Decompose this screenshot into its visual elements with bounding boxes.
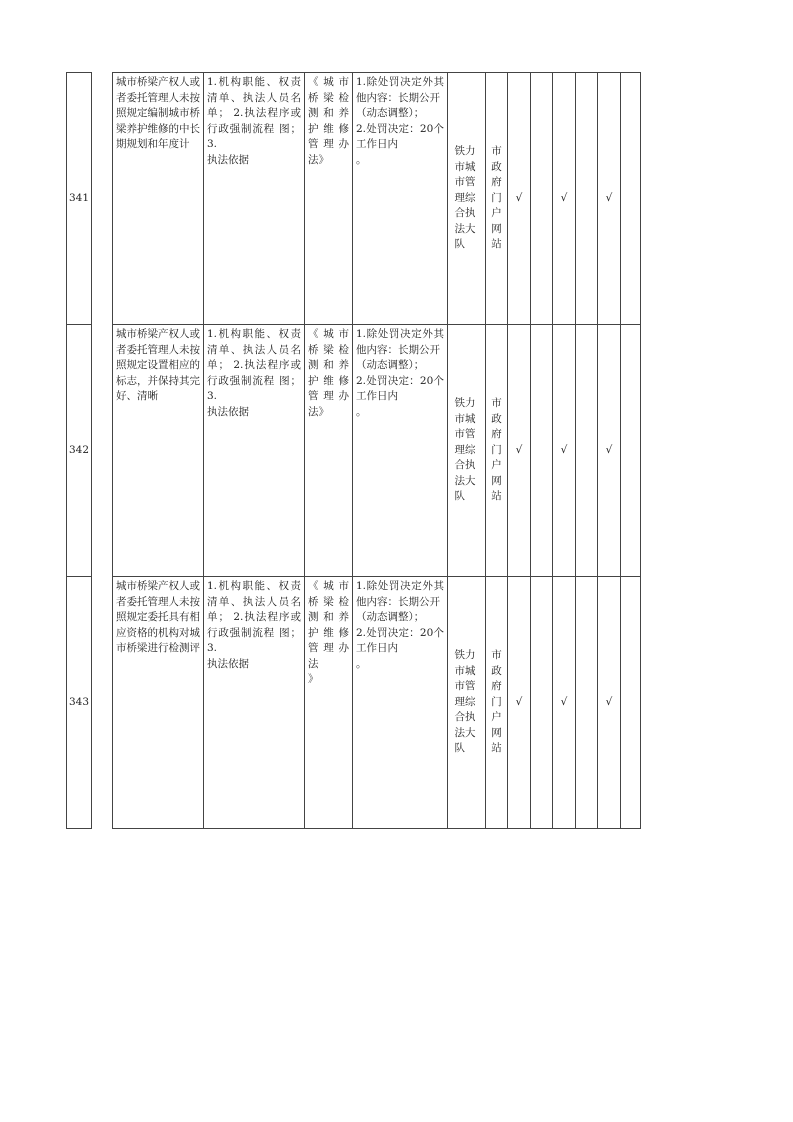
subject-cell [448, 73, 486, 325]
basis-text: 《城市桥梁检测和养护维修管理办法》 [308, 76, 349, 166]
item-cell [113, 73, 204, 325]
basis-cell [305, 325, 353, 577]
content-cell [204, 325, 305, 577]
content-text: 1.机构职能、权责清单、执法人员名单； 2.执法程序或行政强制流程 图； 3. 执法依据 [207, 76, 301, 166]
time-text: 1.除处罚决定外其他内容：长期公开 （动态调整）； 2.处罚决定：20个工作日内 。 [356, 76, 444, 166]
check-mark: √ [508, 577, 531, 829]
item-text: 城市桥梁产权人或者委托管理人未按照规定编制城市桥梁养护维修的中长期规划和年度计 [116, 76, 200, 150]
item-text: 城市桥梁产权人或者委托管理人未按照规定设置相应的标志，并保持其完好、清晰 [116, 328, 200, 402]
row-number: 342 [67, 325, 92, 577]
table-row [67, 325, 641, 577]
time-cell [353, 577, 448, 829]
empty-cell [531, 73, 553, 325]
subject-cell [448, 577, 486, 829]
channel-text: 市 政 府 门 户 网 站 [491, 397, 502, 503]
empty-cell [621, 325, 641, 577]
check-mark: √ [553, 577, 576, 829]
time-cell [353, 325, 448, 577]
row-number: 343 [67, 577, 92, 829]
check-mark: √ [598, 325, 621, 577]
subject-text: 铁力 市城 市管 理综 合执 法大 队 [454, 649, 476, 755]
basis-cell [305, 577, 353, 829]
time-text: 1.除处罚决定外其他内容：长期公开 （动态调整）； 2.处罚决定：20个工作日内 。 [356, 580, 444, 670]
item-cell [113, 325, 204, 577]
table-row [67, 577, 641, 829]
row-number: 341 [67, 73, 92, 325]
item-text: 城市桥梁产权人或者委托管理人未按照规定委托具有相应资格的机构对城市桥梁进行检测评 [116, 580, 200, 654]
empty-cell [531, 577, 553, 829]
time-text: 1.除处罚决定外其他内容：长期公开 （动态调整）； 2.处罚决定：20个工作日内 。 [356, 328, 444, 418]
channel-cell [486, 73, 508, 325]
empty-cell [576, 577, 598, 829]
channel-text: 市 政 府 门 户 网 站 [491, 649, 502, 755]
basis-text: 《城市桥梁检测和养护维修管理办法 》 [308, 580, 349, 685]
empty-cell [576, 325, 598, 577]
empty-cell [621, 577, 641, 829]
content-text: 1.机构职能、权责清单、执法人员名单； 2.执法程序或行政强制流程 图； 3. 执法依据 [207, 328, 301, 418]
table-row [67, 73, 641, 325]
channel-text: 市 政 府 门 户 网 站 [491, 145, 502, 251]
spacer-cell [92, 73, 113, 325]
channel-cell [486, 325, 508, 577]
check-mark: √ [553, 325, 576, 577]
item-cell [113, 577, 204, 829]
time-cell [353, 73, 448, 325]
check-mark: √ [508, 325, 531, 577]
content-text: 1.机构职能、权责清单、执法人员名单； 2.执法程序或行政强制流程 图； 3. 执法依据 [207, 580, 301, 670]
content-cell [204, 73, 305, 325]
subject-cell [448, 325, 486, 577]
subject-text: 铁力 市城 市管 理综 合执 法大 队 [454, 397, 476, 503]
check-mark: √ [598, 73, 621, 325]
check-mark: √ [553, 73, 576, 325]
channel-cell [486, 577, 508, 829]
content-cell [204, 577, 305, 829]
spacer-cell [92, 325, 113, 577]
spacer-cell [92, 577, 113, 829]
check-mark: √ [598, 577, 621, 829]
empty-cell [576, 73, 598, 325]
empty-cell [531, 325, 553, 577]
empty-cell [621, 73, 641, 325]
basis-text: 《城市桥梁检测和养护维修管理办法》 [308, 328, 349, 418]
check-mark: √ [508, 73, 531, 325]
subject-text: 铁力 市城 市管 理综 合执 法大 队 [454, 145, 476, 251]
basis-cell [305, 73, 353, 325]
disclosure-table [66, 72, 641, 829]
